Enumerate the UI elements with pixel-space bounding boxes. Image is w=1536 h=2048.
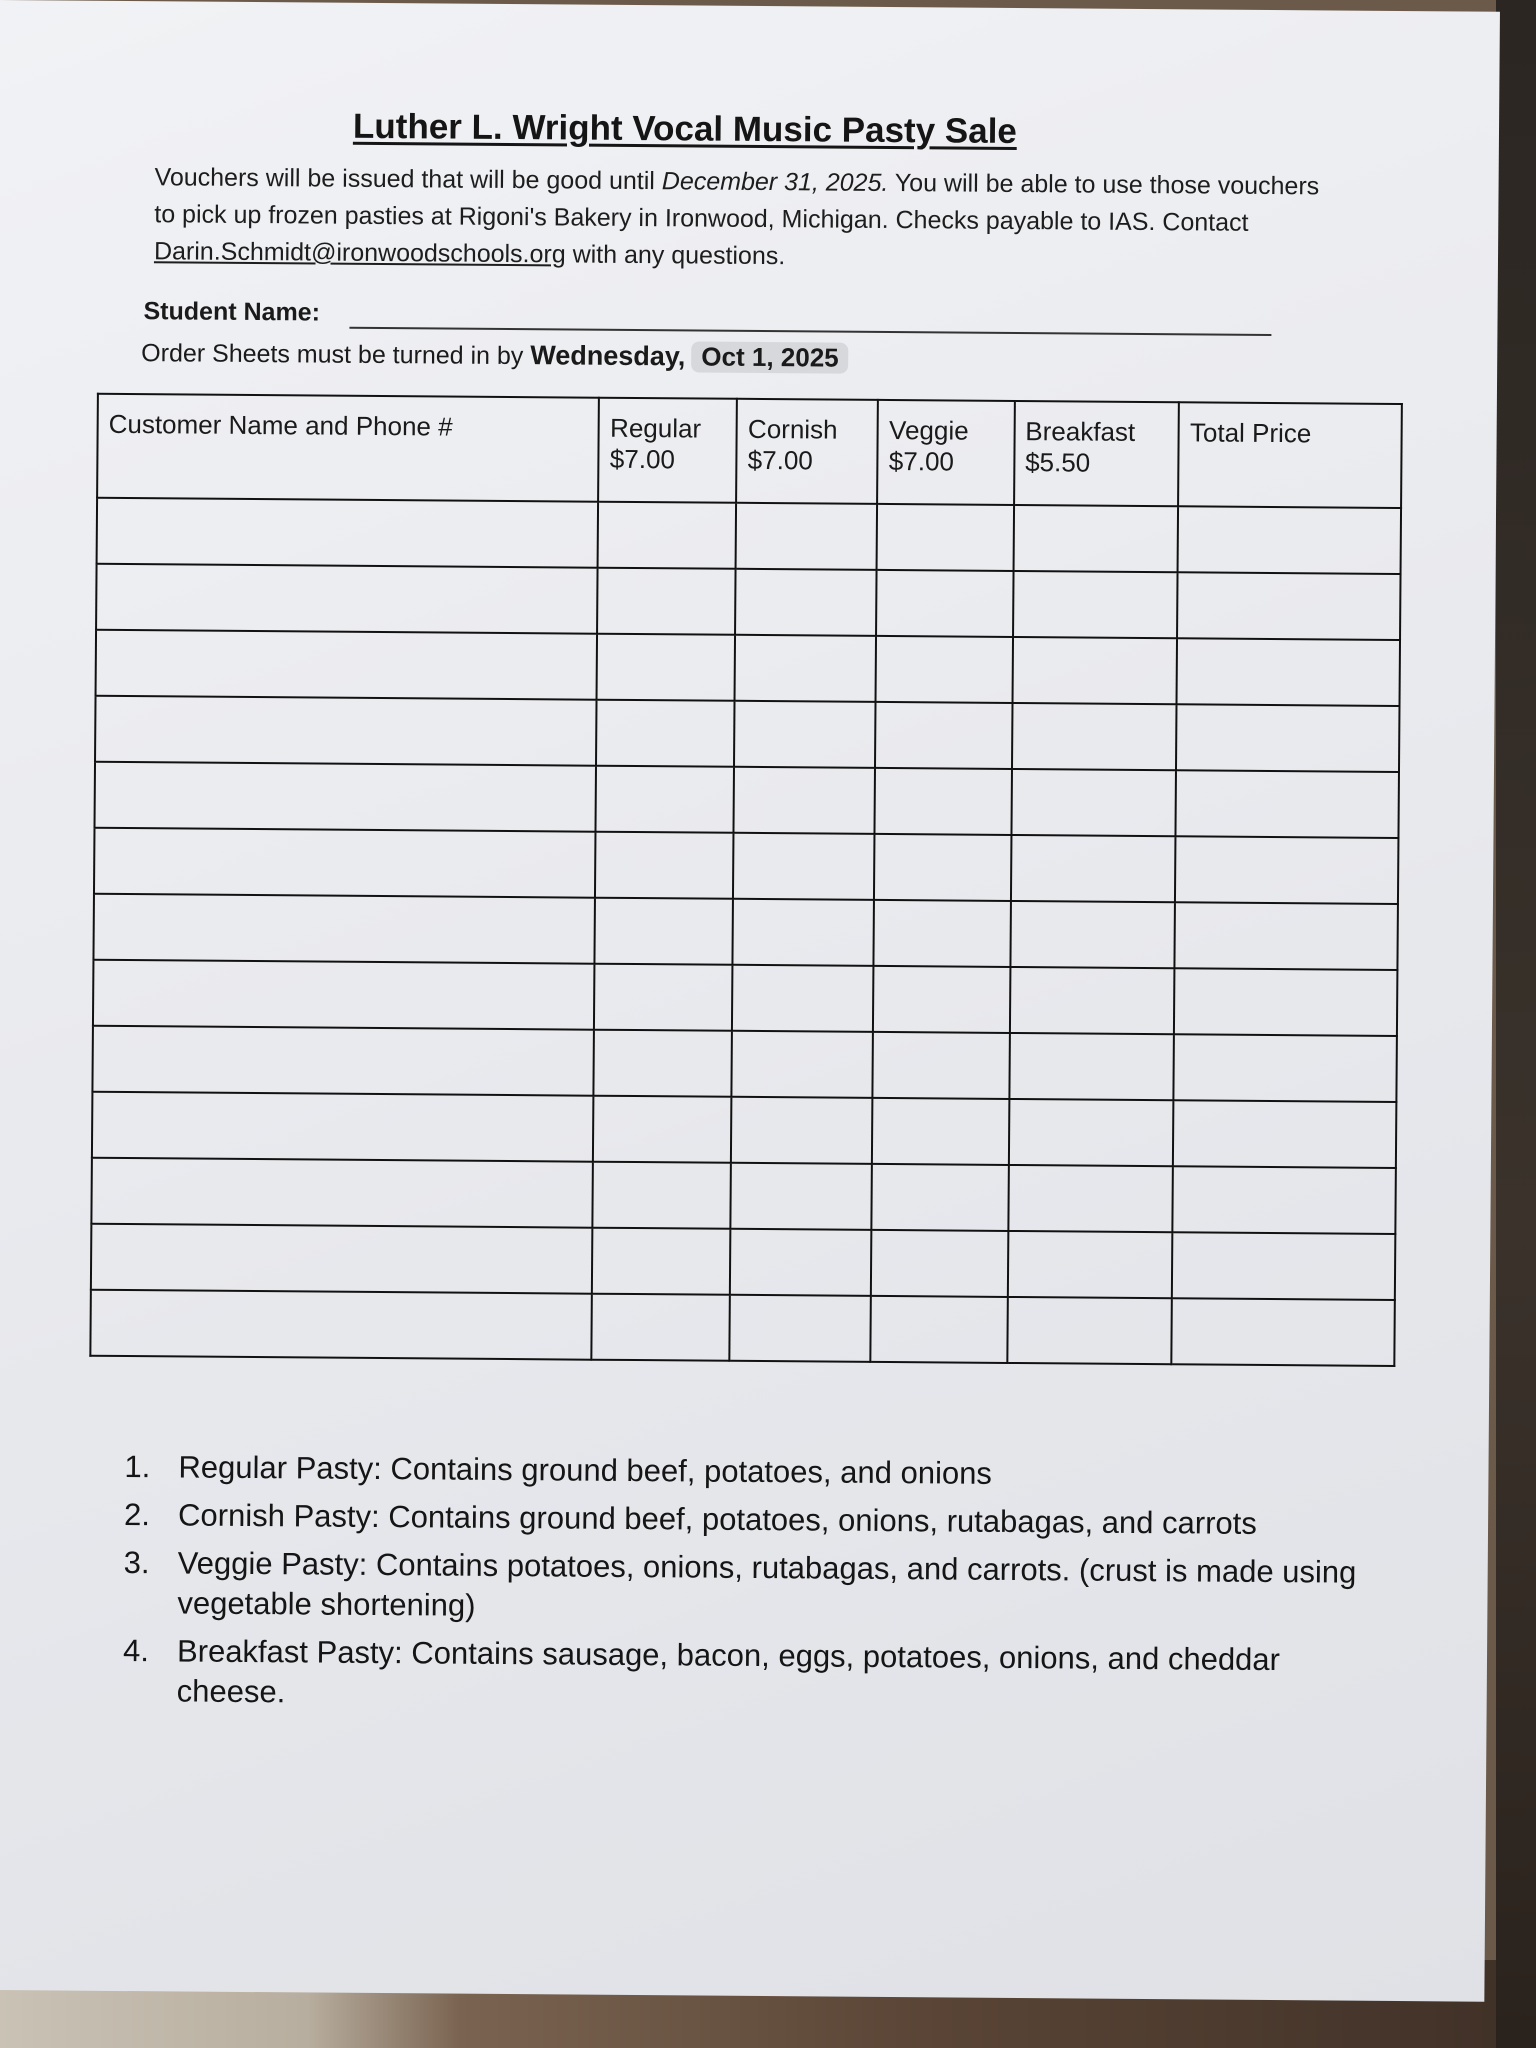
table-row — [92, 1026, 1396, 1102]
cornish-qty-cell[interactable] — [730, 1295, 872, 1362]
total-price-cell[interactable] — [1172, 1298, 1395, 1366]
breakfast-qty-cell[interactable] — [1009, 1099, 1174, 1166]
breakfast-qty-cell[interactable] — [1013, 571, 1178, 638]
regular-price: $7.00 — [609, 443, 676, 475]
customer-cell[interactable] — [92, 1026, 594, 1096]
veggie-qty-cell[interactable] — [871, 1296, 1008, 1363]
header-breakfast: Breakfast $5.50 — [1014, 401, 1179, 506]
total-price-cell[interactable] — [1174, 968, 1397, 1036]
customer-cell[interactable] — [96, 564, 598, 634]
cornish-price: $7.00 — [747, 444, 813, 476]
deadline-day: Wednesday, — [530, 340, 686, 372]
table-row — [97, 498, 1401, 574]
cornish-qty-cell[interactable] — [732, 1031, 874, 1098]
regular-qty-cell[interactable] — [596, 766, 734, 833]
header-total-price: Total Price — [1178, 402, 1401, 508]
breakfast-qty-cell[interactable] — [1013, 505, 1178, 572]
total-price-cell[interactable] — [1178, 506, 1401, 574]
regular-qty-cell[interactable] — [592, 1228, 730, 1295]
veggie-qty-cell[interactable] — [873, 966, 1010, 1033]
pasty-descriptions — [117, 1447, 1359, 1729]
total-price-cell[interactable] — [1177, 638, 1400, 706]
veggie-qty-cell[interactable] — [872, 1098, 1009, 1165]
cornish-qty-cell[interactable] — [735, 569, 877, 636]
breakfast-price: $5.50 — [1025, 447, 1091, 478]
total-price-cell[interactable] — [1176, 770, 1399, 838]
table-row — [96, 564, 1400, 640]
regular-qty-cell[interactable] — [598, 502, 736, 569]
table-row — [95, 696, 1399, 772]
veggie-qty-cell[interactable] — [876, 636, 1013, 703]
total-price-cell[interactable] — [1175, 836, 1398, 904]
regular-qty-cell[interactable] — [593, 1162, 731, 1229]
table-row — [90, 1290, 1394, 1366]
veggie-qty-cell[interactable] — [872, 1164, 1009, 1231]
customer-cell[interactable] — [92, 1092, 594, 1162]
student-name-field[interactable] — [349, 327, 1271, 336]
veggie-qty-cell[interactable] — [874, 900, 1011, 967]
regular-qty-cell[interactable] — [597, 568, 735, 635]
breakfast-qty-cell[interactable] — [1011, 835, 1176, 902]
cornish-qty-cell[interactable] — [735, 635, 877, 702]
table-row — [91, 1158, 1395, 1234]
total-price-cell[interactable] — [1177, 572, 1400, 640]
table-edge-background — [1496, 0, 1536, 2048]
veggie-qty-cell[interactable] — [874, 834, 1011, 901]
breakfast-qty-cell[interactable] — [1009, 1033, 1174, 1100]
intro-text-2: You will be able to use those vouchers to pick up frozen pasties at Rigoni's Bakery in Ironwood, Michigan. Checks payable to IAS. Contact — [154, 168, 1320, 237]
deadline-text: Order Sheets must be turned in by — [141, 339, 531, 371]
total-price-cell[interactable] — [1172, 1232, 1395, 1300]
total-price-cell[interactable] — [1175, 902, 1398, 970]
intro-text-1: Vouchers will be issued that will be good until — [154, 163, 662, 196]
customer-cell[interactable] — [93, 960, 595, 1030]
header-veggie: Veggie $7.00 — [878, 400, 1015, 505]
breakfast-qty-cell[interactable] — [1010, 901, 1175, 968]
cornish-qty-cell[interactable] — [734, 767, 876, 834]
veggie-qty-cell[interactable] — [877, 504, 1014, 571]
description-item: 2. Cornish Pasty: Contains ground beef, potatoes, onions, rutabagas, and carrots — [123, 1497, 1257, 1541]
customer-cell[interactable] — [97, 498, 599, 568]
breakfast-qty-cell[interactable] — [1012, 637, 1177, 704]
veggie-price: $7.00 — [888, 445, 955, 477]
deadline-line — [141, 337, 849, 374]
header-regular: Regular $7.00 — [599, 398, 738, 503]
voucher-expiry-date: December 31, 2025. — [661, 167, 889, 197]
breakfast-qty-cell[interactable] — [1011, 769, 1176, 836]
total-price-cell[interactable] — [1174, 1034, 1397, 1102]
customer-cell[interactable] — [95, 762, 597, 832]
form-title: Luther L. Wright Vocal Music Pasty Sale — [352, 106, 1018, 151]
regular-qty-cell[interactable] — [594, 1030, 732, 1097]
regular-qty-cell[interactable] — [593, 1096, 731, 1163]
cornish-qty-cell[interactable] — [732, 965, 874, 1032]
regular-qty-cell[interactable] — [595, 832, 733, 899]
cornish-qty-cell[interactable] — [730, 1229, 872, 1296]
table-row — [94, 828, 1398, 904]
cornish-qty-cell[interactable] — [731, 1097, 873, 1164]
student-name-label: Student Name: — [143, 297, 321, 327]
deadline-date-badge: Oct 1, 2025 — [691, 341, 849, 373]
total-price-cell[interactable] — [1176, 704, 1399, 772]
table-row — [92, 1092, 1396, 1168]
table-header-row — [97, 394, 1402, 508]
description-item: 3. Veggie Pasty: Contains potatoes, onions, rutabagas, and carrots. (crust is made using vegetable shortening) — [123, 1545, 1357, 1623]
table-row — [95, 762, 1399, 838]
header-customer: Customer Name and Phone # — [97, 394, 599, 502]
customer-cell[interactable] — [91, 1224, 593, 1294]
cornish-qty-cell[interactable] — [734, 701, 876, 768]
customer-cell[interactable] — [96, 630, 598, 700]
total-price-cell[interactable] — [1173, 1100, 1396, 1168]
regular-qty-cell[interactable] — [596, 700, 734, 767]
regular-qty-cell[interactable] — [594, 964, 732, 1031]
breakfast-qty-cell[interactable] — [1012, 703, 1177, 770]
veggie-qty-cell[interactable] — [871, 1230, 1008, 1297]
customer-cell[interactable] — [93, 894, 595, 964]
table-row — [93, 960, 1397, 1036]
breakfast-qty-cell[interactable] — [1007, 1297, 1172, 1364]
customer-cell[interactable] — [90, 1290, 592, 1360]
customer-cell[interactable] — [94, 828, 596, 898]
description-item: 4. Breakfast Pasty: Contains sausage, bacon, eggs, potatoes, onions, and cheddar cheese. — [122, 1633, 1281, 1710]
cornish-qty-cell[interactable] — [733, 899, 875, 966]
intro-paragraph — [154, 159, 1325, 279]
intro-text-3: with any questions. — [565, 240, 786, 271]
veggie-qty-cell[interactable] — [875, 768, 1012, 835]
table-row — [96, 630, 1400, 706]
customer-cell[interactable] — [91, 1158, 593, 1228]
veggie-qty-cell[interactable] — [875, 702, 1012, 769]
total-price-cell[interactable] — [1173, 1166, 1396, 1234]
breakfast-qty-cell[interactable] — [1008, 1165, 1173, 1232]
veggie-qty-cell[interactable] — [873, 1032, 1010, 1099]
header-cornish: Cornish $7.00 — [736, 399, 878, 504]
veggie-qty-cell[interactable] — [877, 570, 1014, 637]
table-row — [91, 1224, 1395, 1300]
customer-cell[interactable] — [95, 696, 597, 766]
table-row — [93, 894, 1397, 970]
regular-qty-cell[interactable] — [597, 634, 735, 701]
description-item: 1. Regular Pasty: Contains ground beef, potatoes, and onions — [124, 1449, 993, 1491]
cornish-qty-cell[interactable] — [731, 1163, 873, 1230]
order-table-body — [90, 498, 1401, 1366]
contact-email-link[interactable]: Darin.Schmidt@ironwoodschools.org — [153, 237, 566, 269]
cornish-qty-cell[interactable] — [736, 503, 878, 570]
regular-qty-cell[interactable] — [595, 898, 733, 965]
order-table — [89, 393, 1403, 1367]
breakfast-qty-cell[interactable] — [1008, 1231, 1173, 1298]
cornish-qty-cell[interactable] — [733, 833, 875, 900]
breakfast-qty-cell[interactable] — [1010, 967, 1175, 1034]
regular-qty-cell[interactable] — [592, 1294, 730, 1361]
